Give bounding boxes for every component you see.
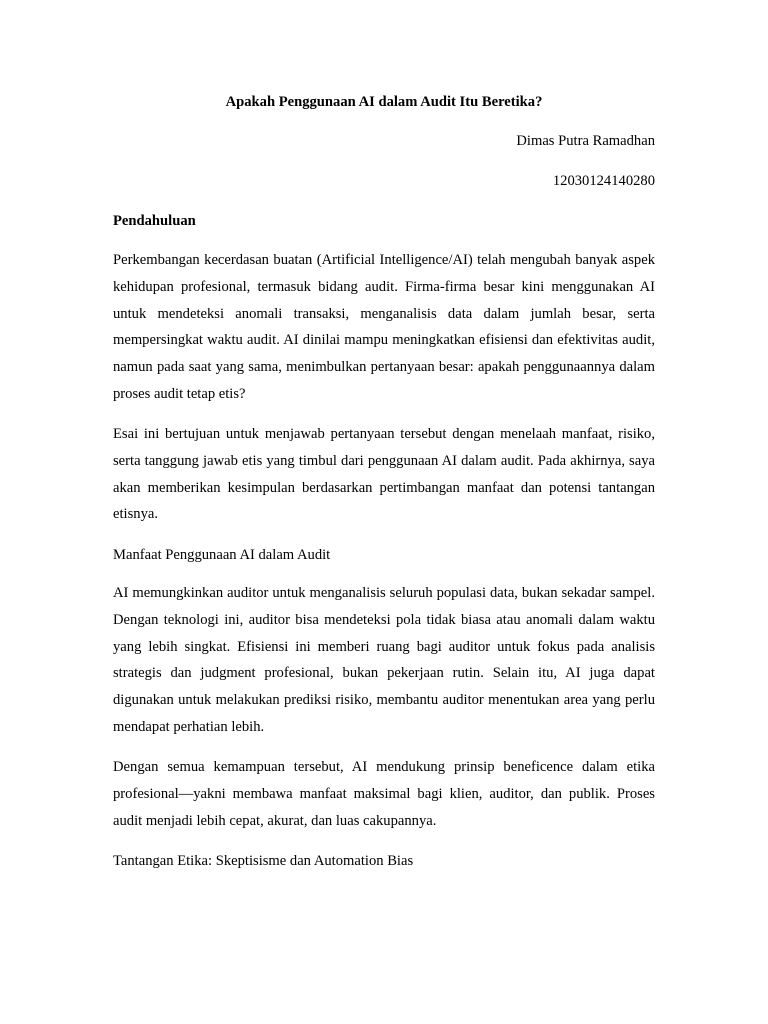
section-heading-ethics: Tantangan Etika: Skeptisisme dan Automation Bias	[113, 853, 414, 869]
paragraph-intro-1: Perkembangan kecerdasan buatan (Artificial Intelligence/AI) telah mengubah banyak aspek kehidupan profesional, termasuk bidang audit. Firma-firma besar kini menggunakan AI untuk mendeteksi anomali transaksi, menganalisis data dalam jumlah besar, serta mempersingkat waktu audit. AI dinilai mampu meningkatkan efisiensi dan efektivitas audit, namun pada saat yang sama, menimbulkan pertanyaan besar: apakah penggunaannya dalam proses audit tetap etis?	[113, 252, 655, 402]
paragraph-benefits-2: Dengan semua kemampuan tersebut, AI mendukung prinsip beneficence dalam etika profesional—yakni membawa manfaat maksimal bagi klien, auditor, dan publik. Proses audit menjadi lebih cepat, akurat, dan luas cakupannya.	[113, 759, 655, 829]
document-title: Apakah Penggunaan AI dalam Audit Itu Beretika?	[225, 94, 543, 110]
paragraph-intro-2: Esai ini bertujuan untuk menjawab pertanyaan tersebut dengan menelaah manfaat, risiko, serta tanggung jawab etis yang timbul dari penggunaan AI dalam audit. Pada akhirnya, saya akan memberikan kesimpulan berdasarkan pertimbangan manfaat dan potensi tantangan etisnya.	[113, 426, 655, 523]
paragraph-benefits-1: AI memungkinkan auditor untuk menganalisis seluruh populasi data, bukan sekadar sampel. Dengan teknologi ini, auditor bisa mendeteksi pola tidak biasa atau anomali dalam waktu yang lebih singkat. Efisiensi ini memberi ruang bagi auditor untuk fokus pada analisis strategis dan judgment profesional, bukan pekerjaan rutin. Selain itu, AI juga dapat digunakan untuk melakukan prediksi risiko, membantu auditor menentukan area yang perlu mendapat perhatian lebih.	[113, 585, 655, 735]
student-id: 12030124140280	[552, 173, 655, 189]
section-heading-benefits: Manfaat Penggunaan AI dalam Audit	[113, 547, 331, 563]
author-name: Dimas Putra Ramadhan	[516, 133, 655, 149]
section-heading-intro: Pendahuluan	[113, 213, 196, 229]
